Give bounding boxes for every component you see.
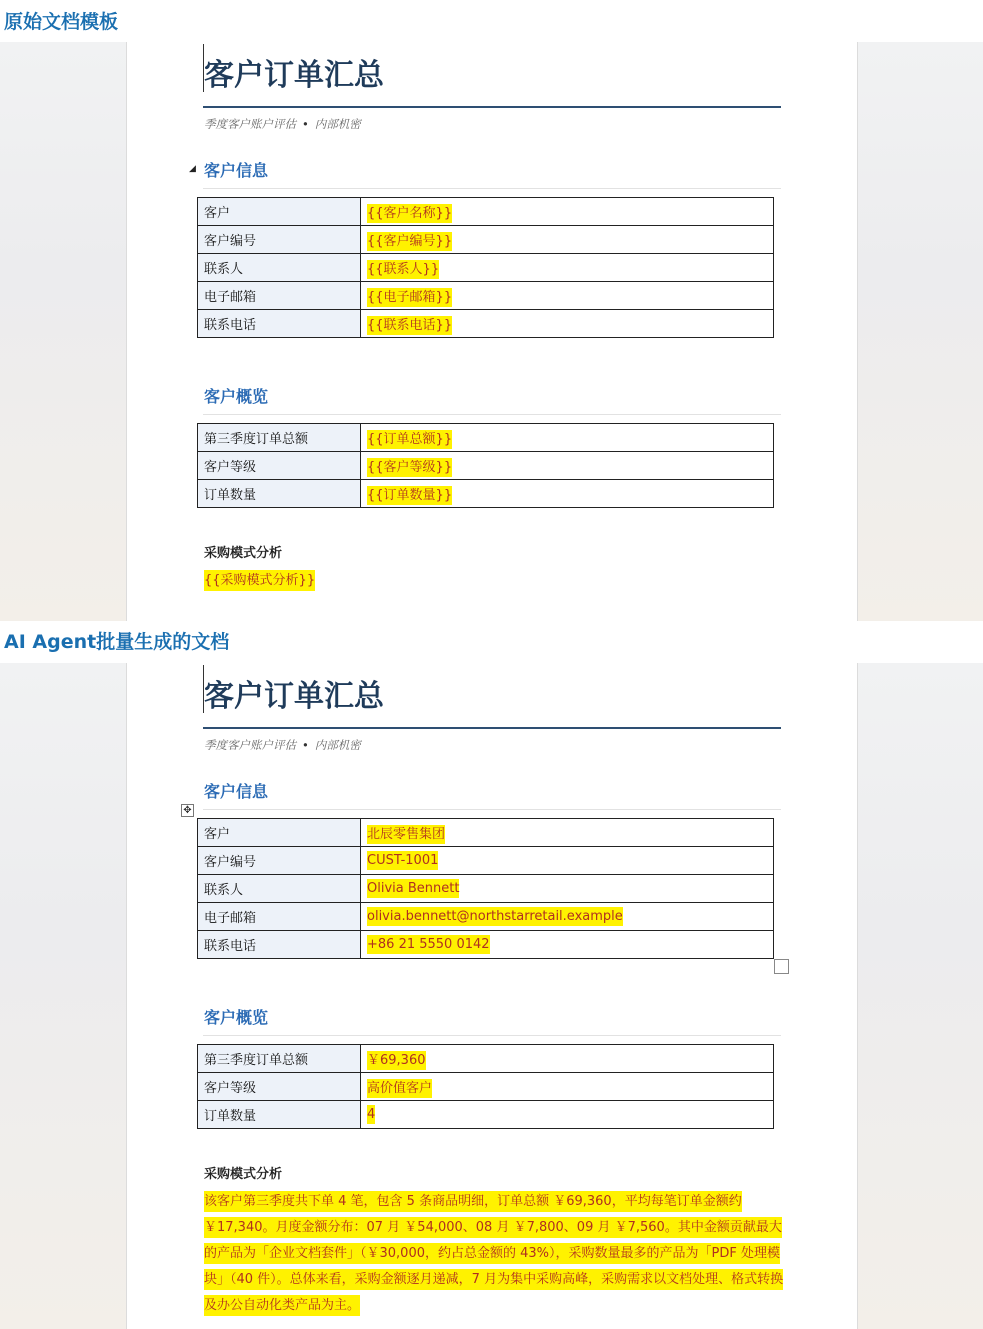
table-row	[198, 282, 774, 310]
subtitle-dot: •	[302, 738, 309, 752]
table-row	[198, 875, 774, 903]
table-row	[198, 1073, 774, 1101]
table-resize-icon[interactable]	[774, 959, 789, 974]
row-label[interactable]: 第三季度订单总额	[198, 424, 361, 452]
table-row	[198, 847, 774, 875]
row-label[interactable]: 电子邮箱	[198, 282, 361, 310]
row-label[interactable]: 客户	[198, 819, 361, 847]
row-label[interactable]: 订单数量	[198, 1101, 361, 1129]
row-label[interactable]: 电子邮箱	[198, 903, 361, 931]
table-row	[198, 198, 774, 226]
placeholder-value[interactable]: {{客户名称}}	[367, 206, 453, 221]
heading-customer-overview[interactable]: 客户概览	[204, 1008, 269, 1027]
customer-overview-table[interactable]	[197, 1044, 774, 1129]
table-move-icon[interactable]: ✥	[181, 804, 194, 817]
generated-document-page	[126, 663, 858, 1329]
analysis-paragraph[interactable]	[204, 1189, 784, 1319]
row-label[interactable]: 第三季度订单总额	[198, 1045, 361, 1073]
heading-customer-info[interactable]: 客户信息	[204, 782, 269, 801]
title-rule	[203, 727, 781, 729]
document-subtitle	[204, 737, 361, 753]
analysis-paragraph[interactable]	[204, 568, 784, 594]
heading-rule	[203, 809, 781, 810]
placeholder-value[interactable]: {{联系人}}	[367, 262, 440, 277]
table-row	[198, 931, 774, 959]
analysis-heading[interactable]: 采购模式分析	[204, 1167, 283, 1182]
placeholder-value[interactable]: {{客户等级}}	[367, 460, 453, 475]
table-row	[198, 424, 774, 452]
row-label[interactable]: 客户编号	[198, 226, 361, 254]
filled-value[interactable]: 该客户第三季度共下单 4 笔，包含 5 条商品明细，订单总额 ￥69,360，平均每笔订单金额约 ￥17,340。月度金额分布：07 月 ￥54,000、08 月 ￥7,800、09 月 ￥7,560。其中金额贡献最大的产品为「企业文档套件」（￥30,000，约占总金额的 43%），采购数量最多的产品为「PDF 处理模块」（40 件）。总体来看，采购金额逐月递减，7 月为集中采购高峰，采购需求以文档处理、格式转换及办公自动化类产品为主。	[204, 1191, 783, 1316]
title-rule	[203, 106, 781, 108]
table-row	[198, 819, 774, 847]
placeholder-value[interactable]: {{客户编号}}	[367, 234, 453, 249]
placeholder-value[interactable]: {{联系电话}}	[367, 318, 453, 333]
table-row	[198, 310, 774, 338]
table-row	[198, 226, 774, 254]
filled-value[interactable]: +86 21 5550 0142	[367, 937, 490, 952]
filled-value[interactable]: 4	[367, 1107, 376, 1122]
row-label[interactable]: 联系电话	[198, 310, 361, 338]
row-label[interactable]: 订单数量	[198, 480, 361, 508]
heading-rule	[203, 188, 781, 189]
subtitle-left: 季度客户账户评估	[204, 738, 296, 752]
table-row	[198, 254, 774, 282]
row-label[interactable]: 联系人	[198, 254, 361, 282]
customer-overview-table[interactable]	[197, 423, 774, 508]
filled-value[interactable]: 高价值客户	[367, 1081, 433, 1096]
filled-value[interactable]: 北辰零售集团	[367, 827, 446, 842]
table-row	[198, 1101, 774, 1129]
heading-rule	[203, 1035, 781, 1036]
template-document-canvas	[0, 42, 983, 621]
row-label[interactable]: 联系人	[198, 875, 361, 903]
generated-section-label: AI Agent批量生成的文档	[4, 631, 230, 653]
heading-rule	[203, 414, 781, 415]
filled-value[interactable]: CUST-1001	[367, 853, 439, 868]
generated-document-canvas	[0, 663, 983, 1329]
subtitle-dot: •	[302, 117, 309, 131]
row-label[interactable]: 客户等级	[198, 1073, 361, 1101]
collapse-triangle-icon[interactable]: ◢	[189, 164, 196, 174]
heading-customer-info[interactable]: 客户信息	[204, 161, 269, 180]
placeholder-value[interactable]: {{电子邮箱}}	[367, 290, 453, 305]
filled-value[interactable]: Olivia Bennett	[367, 881, 460, 896]
customer-info-table[interactable]	[197, 818, 774, 959]
analysis-heading[interactable]: 采购模式分析	[204, 546, 283, 561]
row-label[interactable]: 客户	[198, 198, 361, 226]
document-title[interactable]: 客户订单汇总	[204, 58, 384, 93]
placeholder-value[interactable]: {{订单数量}}	[367, 488, 453, 503]
subtitle-right: 内部机密	[314, 738, 361, 752]
filled-value[interactable]: ￥69,360	[367, 1053, 426, 1068]
table-row	[198, 480, 774, 508]
row-label[interactable]: 客户编号	[198, 847, 361, 875]
customer-info-table[interactable]	[197, 197, 774, 338]
template-document-page	[126, 42, 858, 621]
document-subtitle	[204, 116, 361, 132]
placeholder-value[interactable]: {{订单总额}}	[367, 432, 453, 447]
row-label[interactable]: 客户等级	[198, 452, 361, 480]
table-row	[198, 903, 774, 931]
table-row	[198, 452, 774, 480]
heading-customer-overview[interactable]: 客户概览	[204, 387, 269, 406]
document-title[interactable]: 客户订单汇总	[204, 679, 384, 714]
filled-value[interactable]: olivia.bennett@northstarretail.example	[367, 909, 623, 924]
row-label[interactable]: 联系电话	[198, 931, 361, 959]
subtitle-left: 季度客户账户评估	[204, 117, 296, 131]
subtitle-right: 内部机密	[314, 117, 361, 131]
table-row	[198, 1045, 774, 1073]
template-section-label: 原始文档模板	[4, 11, 119, 33]
placeholder-value[interactable]: {{采购模式分析}}	[204, 570, 315, 591]
